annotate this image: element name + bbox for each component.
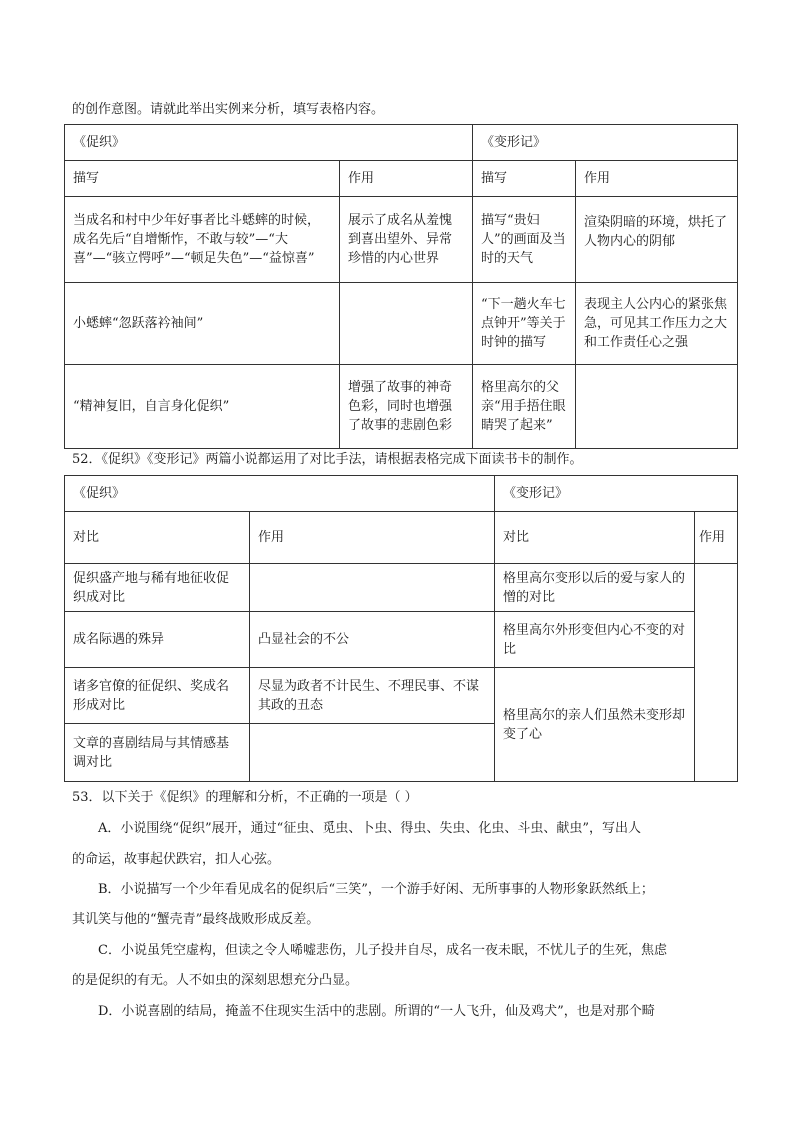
table-cell: 凸显社会的不公 xyxy=(250,612,495,668)
table1-title-left: 《促织》 xyxy=(65,125,473,161)
table-cell: “下一趟火车七点钟开”等关于时钟的描写 xyxy=(473,283,576,365)
table2-title-right: 《变形记》 xyxy=(495,476,738,512)
table-cell: 文章的喜剧结局与其情感基调对比 xyxy=(65,724,250,782)
table-cell: 展示了成名从羞愧到喜出望外、异常珍惜的内心世界 xyxy=(340,197,473,283)
option-a-continued: 的命运，故事起伏跌宕，扣人心弦。 xyxy=(72,852,281,867)
table-cell: 尽显为政者不计民生、不理民事、不谋其政的丑态 xyxy=(250,668,495,724)
table-cell: 描写“贵妇人”的画面及当时的天气 xyxy=(473,197,576,283)
table-row xyxy=(65,612,738,668)
table-cell: 格里高尔的父亲“用手捂住眼睛哭了起来” xyxy=(473,365,576,449)
table-cell-empty[interactable] xyxy=(695,564,738,782)
table-reading-card xyxy=(64,475,738,782)
option-c[interactable]: C．小说虽凭空虚构，但读之令人唏嘘悲伤，儿子投井自尽，成名一夜未眠，不忧儿子的生死，焦虑 xyxy=(98,943,667,958)
table2-title-left: 《促织》 xyxy=(65,476,495,512)
table-cell: 增强了故事的神奇色彩，同时也增强了故事的悲剧色彩 xyxy=(340,365,473,449)
table-cell: 格里高尔的亲人们虽然未变形却变了心 xyxy=(495,668,695,782)
table1-header: 作用 xyxy=(340,161,473,197)
table-cell: 当成名和村中少年好事者比斗蟋蟀的时候，成名先后“自增惭怍，不敢与较”—“大喜”—“骇立愕呼”—“顿足失色”—“益惊喜” xyxy=(65,197,340,283)
table-cell-empty[interactable] xyxy=(576,365,738,449)
table-row xyxy=(65,197,738,283)
intro-text: 的创作意图。请就此举出实例来分析，填写表格内容。 xyxy=(72,102,385,117)
table-cell: 格里高尔变形以后的爱与家人的憎的对比 xyxy=(495,564,695,612)
table-row xyxy=(65,365,738,449)
table1-title-right: 《变形记》 xyxy=(473,125,738,161)
table1-header: 作用 xyxy=(576,161,738,197)
option-b-continued: 其讥笑与他的“蟹壳青”最终战败形成反差。 xyxy=(72,912,320,927)
table-row xyxy=(65,668,738,724)
table2-header: 作用 xyxy=(250,512,495,564)
option-a[interactable]: A．小说围绕“促织”展开，通过“征虫、觅虫、卜虫、得虫、失虫、化虫、斗虫、献虫”，写出人 xyxy=(98,821,641,836)
table1-header: 描写 xyxy=(473,161,576,197)
table2-header: 对比 xyxy=(495,512,695,564)
table-cell: “精神复旧，自言身化促织” xyxy=(65,365,340,449)
table2-header: 作用 xyxy=(695,512,738,564)
table-cell: 促织盛产地与稀有地征收促织成对比 xyxy=(65,564,250,612)
table-cell: 成名际遇的殊异 xyxy=(65,612,250,668)
table-row xyxy=(65,564,738,612)
table-cell: 格里高尔外形变但内心不变的对比 xyxy=(495,612,695,668)
option-d[interactable]: D．小说喜剧的结局，掩盖不住现实生活中的悲剧。所谓的“一人飞升，仙及鸡犬”，也是对那个畸 xyxy=(98,1004,655,1019)
table-cell: 小蟋蟀“忽跃落衿袖间” xyxy=(65,283,340,365)
option-b[interactable]: B．小说描写一个少年看见成名的促织后“三笑”，一个游手好闲、无所事事的人物形象跃然纸上； xyxy=(98,882,654,897)
table-cell: 渲染阴暗的环境，烘托了人物内心的阴郁 xyxy=(576,197,738,283)
table-cell: 诸多官僚的征促织、奖成名形成对比 xyxy=(65,668,250,724)
table-cell-empty[interactable] xyxy=(340,283,473,365)
question-52: 52．《促织》《变形记》两篇小说都运用了对比手法，请根据表格完成下面读书卡的制作。 xyxy=(72,452,583,467)
table1-header: 描写 xyxy=(65,161,340,197)
table-cell: 表现主人公内心的紧张焦急，可见其工作压力之大和工作责任心之强 xyxy=(576,283,738,365)
table-row xyxy=(65,283,738,365)
question-53-stem: 53．以下关于《促织》的理解和分析，不正确的一项是（ ） xyxy=(72,790,418,805)
table-cell-empty[interactable] xyxy=(250,724,495,782)
option-c-continued: 的是促织的有无。人不如虫的深刻思想充分凸显。 xyxy=(72,973,359,988)
table-cuzhi-bianxingji-description xyxy=(64,124,738,449)
table-cell-empty[interactable] xyxy=(250,564,495,612)
table2-header: 对比 xyxy=(65,512,250,564)
